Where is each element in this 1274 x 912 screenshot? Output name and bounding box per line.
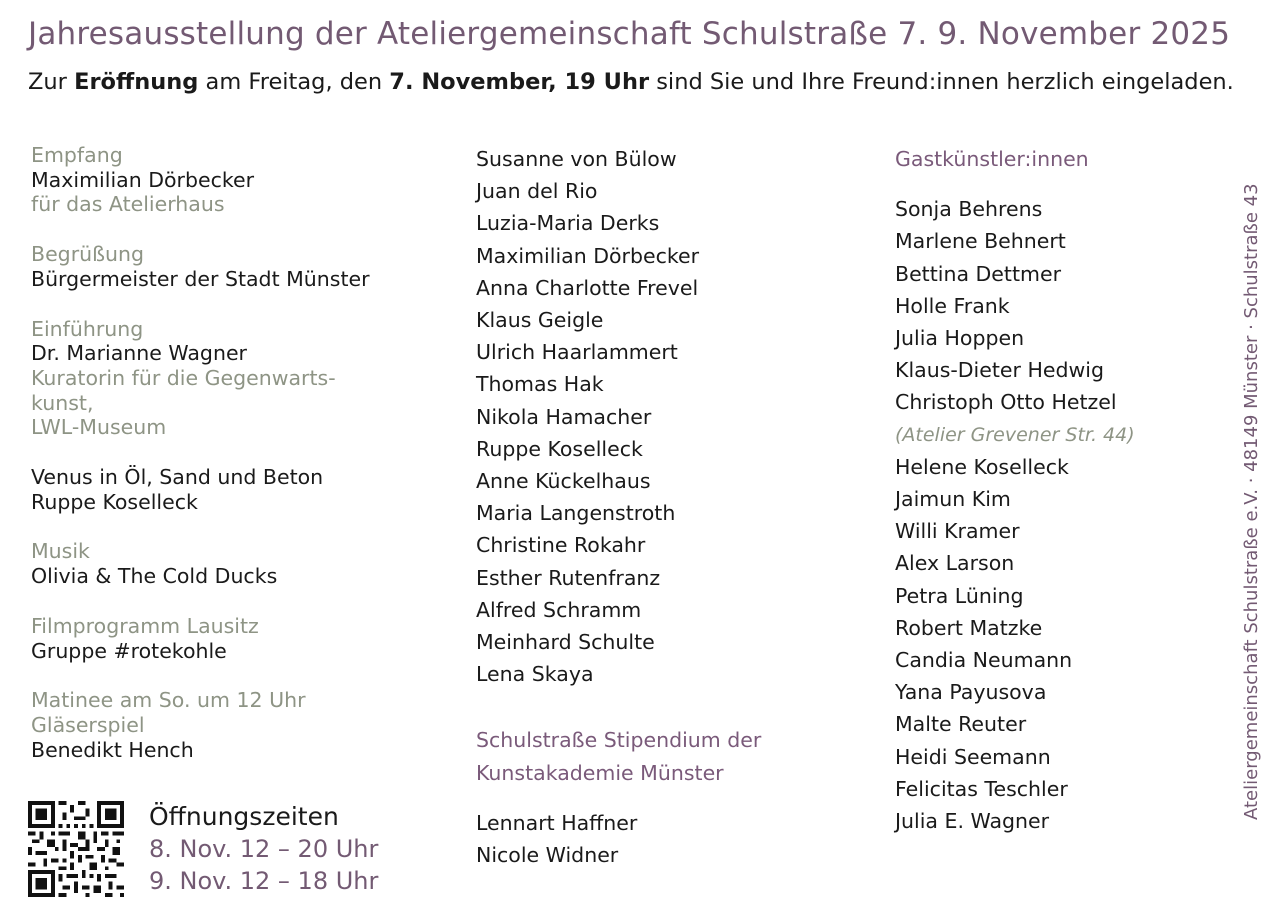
member-name: Maximilian Dörbecker xyxy=(476,243,700,268)
address-sidebar: Ateliergemeinschaft Schulstraße e.V. · 48149 Münster · Schulstraße 43 xyxy=(1241,183,1262,820)
program-item xyxy=(31,688,431,762)
invite-part-bold: Eröffnung xyxy=(74,69,199,95)
program-note: kunst, xyxy=(31,390,94,415)
program-label: Gläserspiel xyxy=(31,712,145,737)
guests-heading: Gastkünstler:innen xyxy=(895,147,1089,171)
program-name: Ruppe Koselleck xyxy=(31,489,198,514)
guest-name: Bettina Dettmer xyxy=(895,261,1062,286)
guest-name: Heidi Seemann xyxy=(895,744,1051,769)
member-name: Thomas Hak xyxy=(476,372,604,397)
member-name: Lena Skaya xyxy=(476,662,594,687)
guests-column xyxy=(895,143,1195,837)
guest-name: Willi Kramer xyxy=(895,519,1020,544)
program-label: Begrüßung xyxy=(31,242,145,267)
invite-part: am Freitag, den xyxy=(198,69,390,95)
stipendium-heading xyxy=(476,724,876,788)
program-label: Musik xyxy=(31,539,90,564)
program-item xyxy=(31,465,431,514)
guest-name: Helene Koselleck xyxy=(895,454,1069,479)
guest-name: Alex Larson xyxy=(895,551,1015,576)
opening-hours-title: Öffnungszeiten xyxy=(149,802,339,831)
opening-hours xyxy=(149,800,378,897)
member-name: Luzia-Maria Derks xyxy=(476,211,660,236)
member-name: Alfred Schramm xyxy=(476,597,642,622)
member-name: Ulrich Haarlammert xyxy=(476,340,678,365)
program-name: Maximilian Dörbecker xyxy=(31,167,255,192)
invitation-text xyxy=(28,69,1234,95)
program-item xyxy=(31,317,431,441)
program-name: Benedikt Hench xyxy=(31,737,194,762)
member-name: Maria Langenstroth xyxy=(476,501,676,526)
stipendium-list xyxy=(476,807,876,871)
invite-part: sind Sie und Ihre Freund:innen herzlich eingeladen. xyxy=(649,69,1234,95)
member-name: Esther Rutenfranz xyxy=(476,565,661,590)
guests-list xyxy=(895,193,1195,418)
program-name: Olivia & The Cold Ducks xyxy=(31,564,278,589)
stipendium-name: Lennart Haffner xyxy=(476,810,638,835)
program-name: Dr. Marianne Wagner xyxy=(31,341,247,366)
program-name: Bürgermeister der Stadt Münster xyxy=(31,266,370,291)
member-name: Anne Kückelhaus xyxy=(476,469,651,494)
program-column xyxy=(31,143,431,787)
page-title: Jahresausstellung der Ateliergemeinschaft Schulstraße 7. 9. November 2025 xyxy=(28,16,1231,52)
invite-part: Zur xyxy=(28,69,75,95)
guest-note: (Atelier Grevener Str. 44) xyxy=(895,423,1135,446)
program-item xyxy=(31,242,431,291)
guest-name: Sonja Behrens xyxy=(895,197,1043,222)
opening-hours-line: 9. Nov. 12 – 18 Uhr xyxy=(149,867,379,895)
stipendium-heading-line: Kunstakademie Münster xyxy=(476,760,724,785)
program-note: für das Atelierhaus xyxy=(31,192,225,217)
program-item xyxy=(31,539,431,588)
member-name: Anna Charlotte Frevel xyxy=(476,275,699,300)
program-label: Filmprogramm Lausitz xyxy=(31,613,259,638)
program-label: Matinee am So. um 12 Uhr xyxy=(31,688,306,713)
members-list xyxy=(476,143,876,690)
member-name: Susanne von Bülow xyxy=(476,147,677,171)
guest-name: Christoph Otto Hetzel xyxy=(895,390,1117,415)
member-name: Meinhard Schulte xyxy=(476,630,655,655)
guest-name: Julia Hoppen xyxy=(895,326,1025,351)
guest-name: Yana Payusova xyxy=(895,680,1047,705)
invite-part-bold: 7. November, 19 Uhr xyxy=(389,69,650,95)
member-name: Nikola Hamacher xyxy=(476,404,652,429)
member-name: Christine Rokahr xyxy=(476,533,646,558)
program-name: Venus in Öl, Sand und Beton xyxy=(31,465,324,490)
stipendium-name: Nicole Widner xyxy=(476,843,619,868)
guest-name: Julia E. Wagner xyxy=(895,809,1050,834)
guest-name: Candia Neumann xyxy=(895,648,1073,673)
guest-name: Klaus-Dieter Hedwig xyxy=(895,358,1104,383)
program-item xyxy=(31,614,431,663)
member-name: Juan del Rio xyxy=(476,179,598,204)
program-item xyxy=(31,143,431,217)
program-label: Einführung xyxy=(31,316,144,341)
guest-name: Marlene Behnert xyxy=(895,229,1066,254)
guests-list xyxy=(895,451,1195,837)
program-label: Empfang xyxy=(31,143,123,167)
member-name: Ruppe Koselleck xyxy=(476,436,643,461)
program-note: Kuratorin für die Gegenwarts- xyxy=(31,365,336,390)
guest-name: Felicitas Teschler xyxy=(895,776,1068,801)
qr-code[interactable] xyxy=(28,801,124,897)
guest-name: Malte Reuter xyxy=(895,712,1027,737)
member-name: Klaus Geigle xyxy=(476,308,604,333)
guest-name: Jaimun Kim xyxy=(895,487,1011,512)
guest-name: Holle Frank xyxy=(895,293,1010,318)
opening-hours-line: 8. Nov. 12 – 20 Uhr xyxy=(149,835,379,863)
program-name: Gruppe #rotekohle xyxy=(31,638,227,663)
guest-name: Robert Matzke xyxy=(895,615,1043,640)
program-note: LWL-Museum xyxy=(31,415,167,440)
guest-name: Petra Lüning xyxy=(895,583,1024,608)
stipendium-heading-line: Schulstraße Stipendium der xyxy=(476,728,762,753)
members-column xyxy=(476,143,876,871)
